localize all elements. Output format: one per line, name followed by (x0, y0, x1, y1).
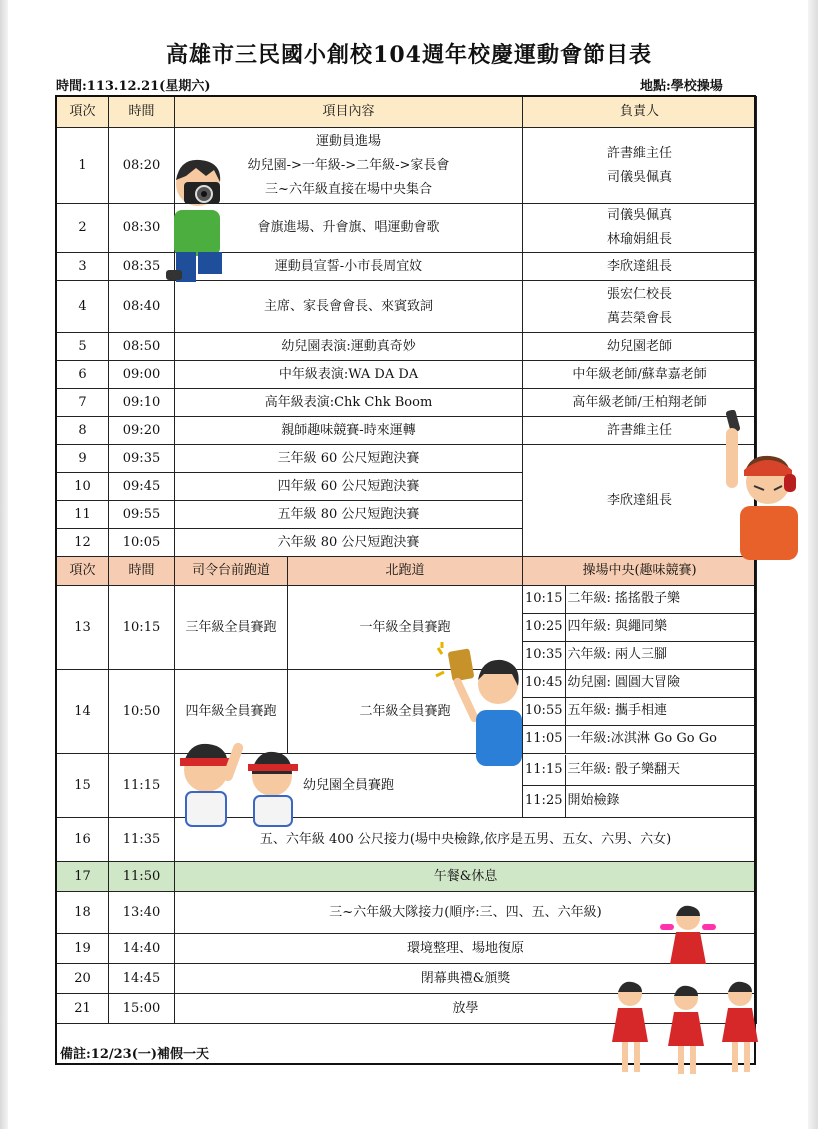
footnote: 備註:12/23(一)補假一天 (60, 1047, 210, 1062)
row-no: 9 (57, 445, 109, 473)
table-row (57, 361, 757, 389)
center-event: 六年級: 兩人三腳 (567, 647, 668, 663)
content-line: 運動員進場 (316, 133, 382, 149)
table-header-2 (57, 557, 757, 586)
row-content: 五年級 80 公尺短跑決賽 (175, 501, 523, 529)
center-event: 四年級: 與繩同樂 (565, 613, 756, 641)
center-time: 11:15 (523, 755, 565, 786)
row-time: 08:40 (109, 281, 175, 333)
row-time: 09:00 (109, 361, 175, 389)
col-content: 項目內容 (175, 97, 523, 128)
owner-line: 司儀吳佩真 (607, 169, 673, 185)
row-content: 主席、家長會會長、來賓致詞 (175, 281, 523, 333)
table-row (57, 754, 757, 818)
center-time: 10:25 (523, 613, 565, 641)
row-time: 11:50 (109, 862, 175, 892)
row-front: 三年級全員賽跑 (175, 586, 288, 670)
row-owner (523, 281, 757, 333)
row-front: 四年級全員賽跑 (175, 670, 288, 754)
row-time: 08:20 (109, 128, 175, 204)
row-no: 13 (57, 586, 109, 670)
page-edge-right (808, 0, 818, 1129)
row-no: 8 (57, 417, 109, 445)
table-row (57, 445, 757, 473)
table-header (57, 97, 757, 128)
page-title: 高雄市三民國小創校104週年校慶運動會節目表 (166, 42, 652, 68)
row-time: 11:15 (109, 754, 175, 818)
row-no: 2 (57, 204, 109, 253)
center-event: 五年級: 攜手相連 (565, 697, 756, 725)
center-event: 二年級: 搖搖骰子樂 (565, 586, 756, 613)
row-no: 5 (57, 333, 109, 361)
row-content: 六年級 80 公尺短跑決賽 (175, 529, 523, 557)
table-row (57, 670, 757, 754)
schedule-table (56, 96, 757, 1024)
row-no: 21 (57, 994, 109, 1024)
row-time: 14:40 (109, 934, 175, 964)
row-center (523, 670, 757, 754)
row-content: 閉幕典禮&頒獎 (175, 964, 757, 994)
row-time: 11:35 (109, 818, 175, 862)
table-row (57, 204, 757, 253)
row-content: 放學 (175, 994, 757, 1024)
row-owner: 幼兒園老師 (523, 333, 757, 361)
row-north: 幼兒園全員賽跑 (175, 754, 523, 818)
row-time: 09:35 (109, 445, 175, 473)
row-no: 17 (57, 862, 109, 892)
center-event: 一年級:冰淇淋 Go Go Go (567, 731, 717, 747)
col-time: 時間 (109, 97, 175, 128)
table-row-lunch (57, 862, 757, 892)
row-no: 16 (57, 818, 109, 862)
row-time: 13:40 (109, 892, 175, 934)
table-row (57, 417, 757, 445)
col-north-track: 北跑道 (288, 557, 523, 586)
event-location: 地點:學校操場 (640, 79, 723, 94)
center-time: 10:55 (523, 697, 565, 725)
col-no: 項次 (57, 97, 109, 128)
row-owner: 中年級老師/蘇韋嘉老師 (523, 361, 757, 389)
col-front-track: 司令台前跑道 (175, 557, 288, 586)
camera-kid-icon (166, 154, 234, 286)
content-line: 三~六年級直接在場中央集合 (265, 181, 432, 197)
row-no: 14 (57, 670, 109, 754)
event-date: 時間:113.12.21(星期六) (56, 79, 211, 94)
row-no: 12 (57, 529, 109, 557)
row-no: 3 (57, 253, 109, 281)
center-time: 10:45 (523, 670, 565, 697)
page-edge-left (0, 0, 8, 1129)
cheerleaders-icon (600, 902, 770, 1076)
row-no: 19 (57, 934, 109, 964)
table-row (57, 818, 757, 862)
center-time: 11:25 (523, 786, 565, 817)
row-content: 幼兒園表演:運動真奇妙 (175, 333, 523, 361)
row-no: 10 (57, 473, 109, 501)
col-no: 項次 (57, 557, 109, 586)
row-no: 11 (57, 501, 109, 529)
owner-line: 許書維主任 (607, 145, 673, 161)
row-content: 午餐&休息 (175, 862, 757, 892)
owner-line: 萬芸榮會長 (607, 310, 673, 326)
row-content: 三~六年級大隊接力(順序:三、四、五、六年級) (175, 892, 757, 934)
row-no: 18 (57, 892, 109, 934)
row-content: 四年級 60 公尺短跑決賽 (175, 473, 523, 501)
row-owner: 高年級老師/王柏翔老師 (523, 389, 757, 417)
content-line: 幼兒園->一年級->二年級->家長會 (247, 157, 450, 173)
table-row (57, 253, 757, 281)
center-time: 10:15 (523, 586, 565, 613)
row-owner: 許書維主任 (523, 417, 757, 445)
row-content: 會旗進場、升會旗、唱運動會歌 (175, 204, 523, 253)
center-event: 幼兒園: 圓圓大冒險 (565, 670, 756, 697)
table-row (57, 586, 757, 670)
row-time: 10:15 (109, 586, 175, 670)
row-owner: 李欣達組長 (523, 253, 757, 281)
row-north: 一年級全員賽跑 (288, 586, 523, 670)
row-no: 20 (57, 964, 109, 994)
col-time: 時間 (109, 557, 175, 586)
row-time: 09:55 (109, 501, 175, 529)
row-no: 7 (57, 389, 109, 417)
row-content: 中年級表演:WA DA DA (175, 361, 523, 389)
row-time: 09:20 (109, 417, 175, 445)
cheering-kids-icon (172, 736, 308, 828)
row-time: 14:45 (109, 964, 175, 994)
row-time: 08:35 (109, 253, 175, 281)
row-time: 10:05 (109, 529, 175, 557)
owner-line: 林瑜娟組長 (607, 232, 673, 247)
col-center: 操場中央(趣味競賽) (523, 557, 757, 586)
row-time: 10:50 (109, 670, 175, 754)
row-no: 6 (57, 361, 109, 389)
trophy-kid-icon (432, 640, 524, 768)
row-time: 08:50 (109, 333, 175, 361)
row-time: 15:00 (109, 994, 175, 1024)
row-content: 高年級表演:Chk Chk Boom (175, 389, 523, 417)
row-no: 15 (57, 754, 109, 818)
row-time: 08:30 (109, 204, 175, 253)
table-row (57, 281, 757, 333)
center-event: 開始檢錄 (567, 793, 620, 809)
center-time: 11:05 (523, 725, 565, 753)
center-event: 三年級: 骰子樂翻天 (565, 755, 756, 786)
row-owner (523, 204, 757, 253)
row-content: 親師趣味競賽-時來運轉 (175, 417, 523, 445)
table-row (57, 389, 757, 417)
row-content: 三年級 60 公尺短跑決賽 (175, 445, 523, 473)
row-center (523, 754, 757, 818)
row-content: 環境整理、場地復原 (175, 934, 757, 964)
center-time: 10:35 (523, 641, 565, 669)
owner-line: 司儀吳佩真 (607, 208, 673, 223)
starter-pistol-icon (724, 410, 800, 560)
row-no: 4 (57, 281, 109, 333)
row-time: 09:10 (109, 389, 175, 417)
owner-line: 張宏仁校長 (607, 286, 673, 302)
table-row (57, 333, 757, 361)
row-north: 二年級全員賽跑 (288, 670, 523, 754)
row-content: 五、六年級 400 公尺接力(場中央檢錄,依序是五男、五女、六男、六女) (175, 818, 757, 862)
row-content: 運動員宣誓-小市長周宜妏 (175, 253, 523, 281)
row-no: 1 (57, 128, 109, 204)
row-center (523, 586, 757, 670)
row-owner-group: 李欣達組長 (523, 445, 757, 557)
col-owner: 負責人 (523, 97, 757, 128)
row-time: 09:45 (109, 473, 175, 501)
row-owner (523, 128, 757, 204)
table-row (57, 128, 757, 204)
